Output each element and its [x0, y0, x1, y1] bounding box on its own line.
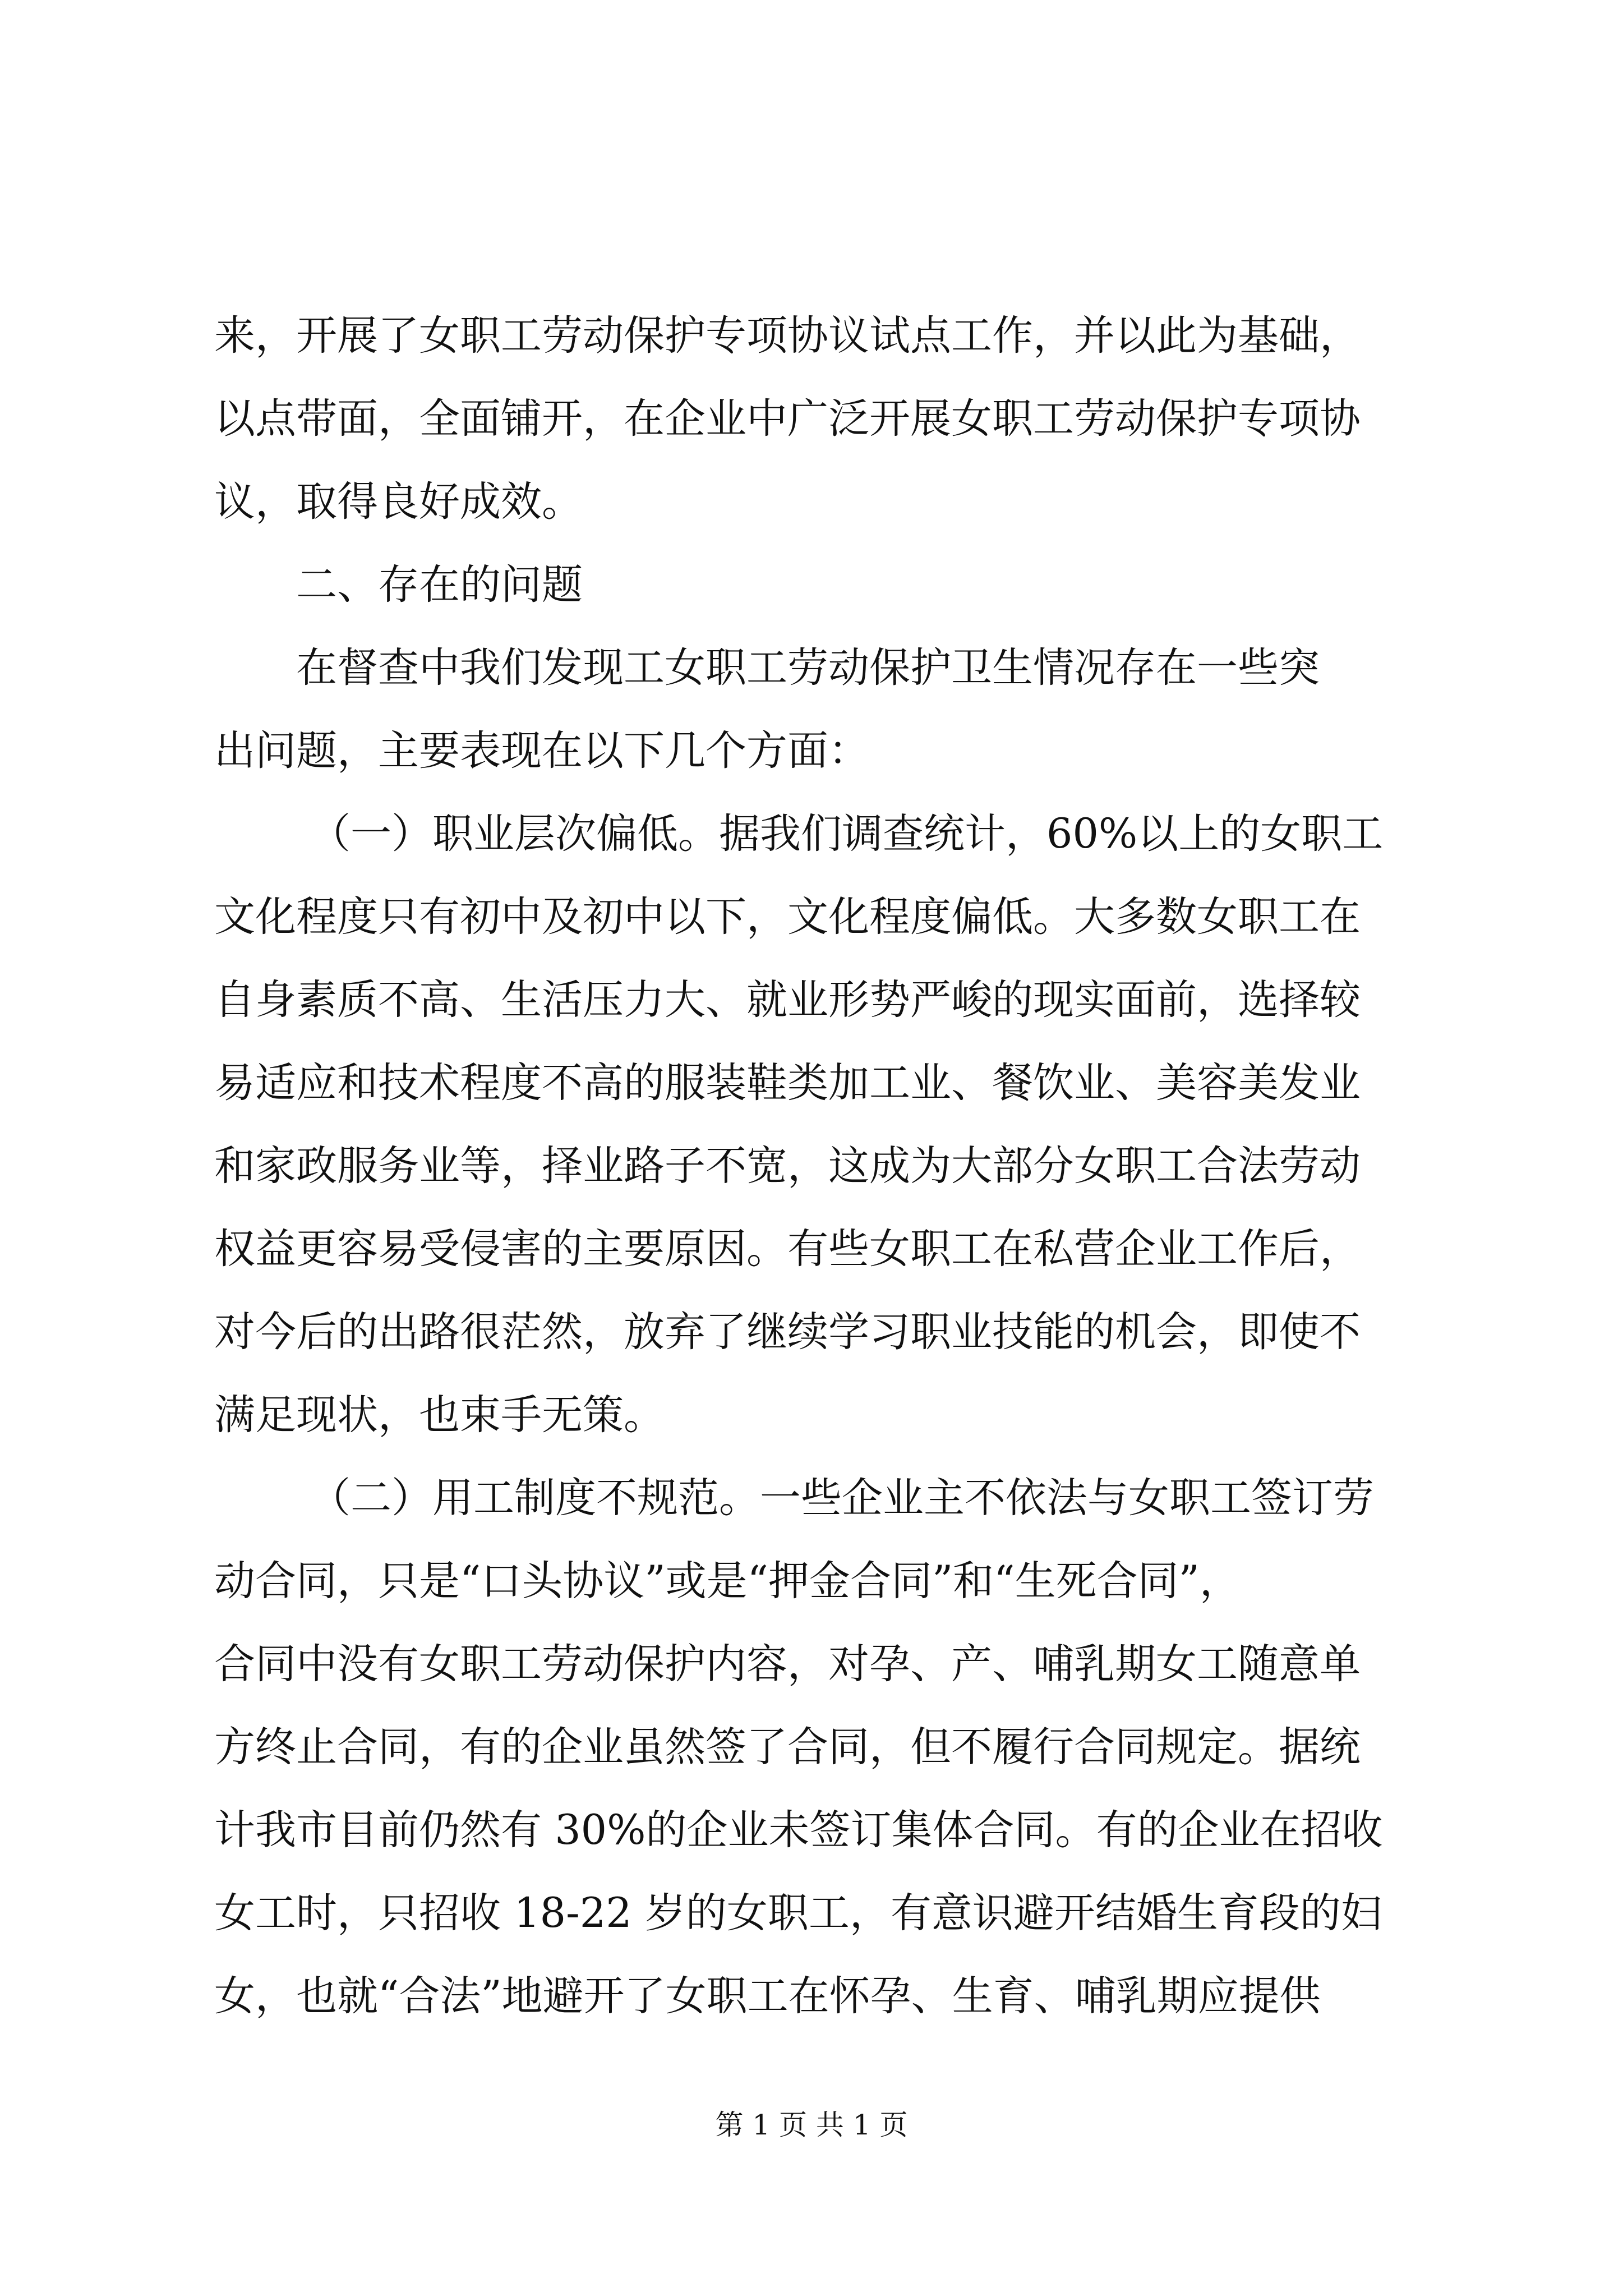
section-heading: 二、存在的问题 — [296, 561, 583, 609]
paragraph-line: 满足现状，也束手无策。 — [214, 1391, 665, 1439]
paragraph-line: 对今后的出路很茫然，放弃了继续学习职业技能的机会，即使不 — [214, 1308, 1361, 1356]
paragraph-line: 自身素质不高、生活压力大、就业形势严峻的现实面前，选择较 — [214, 976, 1361, 1024]
page-footer — [0, 2102, 1623, 2143]
paragraph-line: 以点带面，全面铺开，在企业中广泛开展女职工劳动保护专项协 — [214, 395, 1361, 443]
paragraph-line: 文化程度只有初中及初中以下，文化程度偏低。大多数女职工在 — [214, 893, 1361, 941]
page-number: 第 1 页 共 1 页 — [715, 2109, 908, 2141]
paragraph-line: 出问题，主要表现在以下几个方面： — [214, 727, 869, 775]
subsection-line: （一）职业层次偏低。据我们调查统计，60%以上的女职工 — [310, 810, 1384, 858]
paragraph-line: 动合同，只是“口头协议”或是“押金合同”和“生死合同”， — [214, 1557, 1241, 1605]
paragraph-line: 和家政服务业等，择业路子不宽，这成为大部分女职工合法劳动 — [214, 1142, 1361, 1190]
paragraph-line: 来，开展了女职工劳动保护专项协议试点工作，并以此为基础， — [214, 312, 1361, 360]
paragraph-line: 合同中没有女职工劳动保护内容，对孕、产、哺乳期女工随意单 — [214, 1640, 1361, 1688]
paragraph-line: 权益更容易受侵害的主要原因。有些女职工在私营企业工作后， — [214, 1225, 1361, 1273]
body-text — [214, 295, 1420, 2038]
paragraph-line: 计我市目前仍然有 30%的企业未签订集体合同。有的企业在招收 — [214, 1806, 1383, 1854]
paragraph-line: 议，取得良好成效。 — [214, 478, 583, 526]
paragraph-line: 女，也就“合法”地避开了女职工在怀孕、生育、哺乳期应提供 — [214, 1972, 1321, 2020]
paragraph-line: 易适应和技术程度不高的服装鞋类加工业、餐饮业、美容美发业 — [214, 1059, 1361, 1107]
subsection-line: （二）用工制度不规范。一些企业主不依法与女职工签订劳 — [310, 1474, 1374, 1522]
paragraph-line: 方终止合同，有的企业虽然签了合同，但不履行合同规定。据统 — [214, 1723, 1361, 1771]
paragraph-line: 女工时，只招收 18-22 岁的女职工，有意识避开结婚生育段的妇 — [214, 1889, 1382, 1937]
paragraph-line: 在督查中我们发现工女职工劳动保护卫生情况存在一些突 — [296, 644, 1320, 692]
